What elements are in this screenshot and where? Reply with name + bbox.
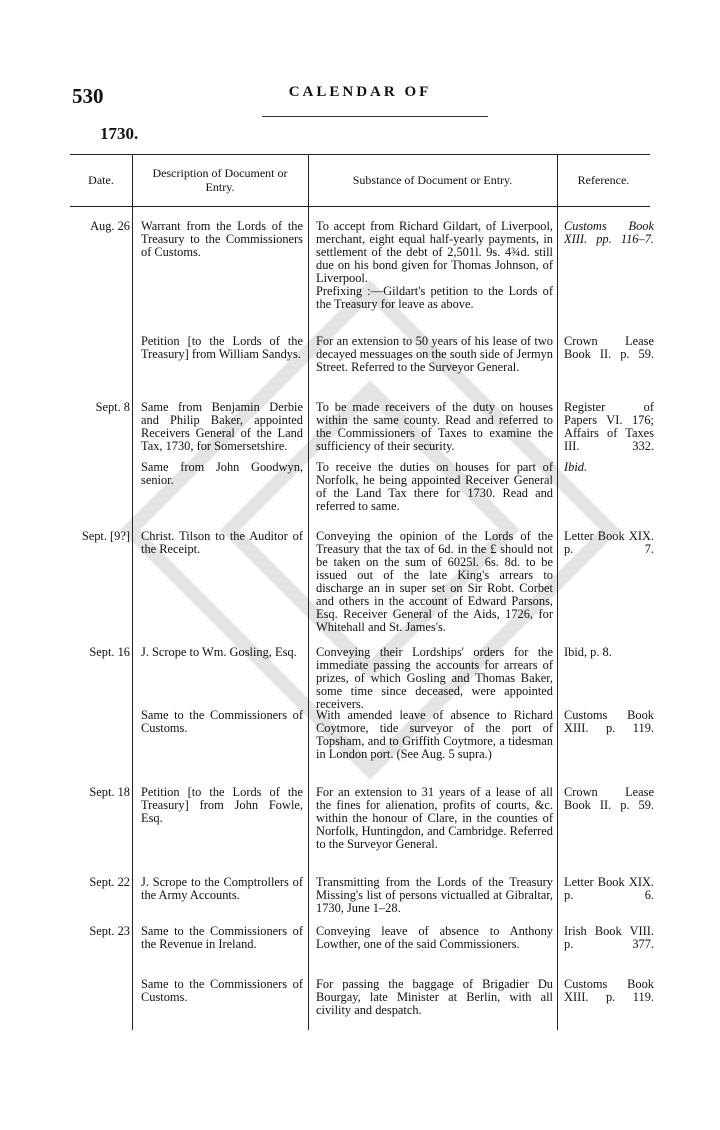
entry-substance (316, 220, 553, 311)
column-rule-3 (557, 154, 558, 1030)
header-substance: Substance of Document or Entry. (352, 173, 513, 187)
entry-description: Same to the Commissioners of Customs. (141, 977, 303, 1004)
column-rule-1 (132, 154, 133, 1030)
entry-date: Sept. 23 (89, 924, 130, 938)
entry-reference: Register of Papers VI. 176; Affairs of Taxes III. 332. (564, 400, 654, 453)
entry-reference: Irish Book VIII. p. 377. (564, 924, 654, 951)
entry-substance: Conveying the opinion of the Lords of the Treasury that the tax of 6d. in the £ should not be taken on the sum of 6025l. 6s. 8d. to be issued out of the late King's arrears to discharge an in super set on Sir Robt. Corbet and others in the account of Edward Parsons, Esq. Receiver General of the Aids, 1726, for Whitehall and St. James's. (316, 529, 553, 634)
page-number: 530 (72, 84, 104, 108)
entry-description: Christ. Tilson to the Auditor of the Receipt. (141, 529, 303, 556)
entry-description: Warrant from the Lords of the Treasury to the Commissioners of Customs. (141, 219, 303, 259)
entry-substance: Conveying their Lordships' orders for the immediate passing the accounts for arrears of prizes, of which Gosling and Thomas Baker, some time since deceased, were appointed receivers. (316, 645, 553, 711)
entry-reference: Customs Book XIII. pp. 116–7. (564, 219, 654, 246)
header-reference: Reference. (577, 173, 630, 187)
running-head: CALENDAR OF (288, 84, 432, 100)
entry-date: Sept. 22 (89, 875, 130, 889)
entry-substance-prefix: Prefixing :—Gildart's petition to the Lords of the Treasury for leave as above. (316, 284, 553, 311)
entry-substance: To be made receivers of the duty on houses within the same county. Read and referred to the Commissioners of Taxes to examine the sufficiency of their security. (316, 400, 553, 453)
entry-date: Sept. 18 (89, 785, 130, 799)
entry-reference: Customs Book XIII. p. 119. (564, 708, 654, 735)
entry-reference: Crown Lease Book II. p. 59. (564, 785, 654, 812)
entry-reference: Crown Lease Book II. p. 59. (564, 334, 654, 361)
entry-reference: Letter Book XIX. p. 6. (564, 875, 654, 902)
entry-description: Same from Benjamin Derbie and Philip Baker, appointed Receivers General of the Land Tax, 1730, for Somersetshire. (141, 400, 303, 453)
table-header-rule (70, 206, 650, 207)
entry-substance: With amended leave of absence to Richard Coytmore, tide surveyor of the port of Topsham, and to Griffith Coytmore, a tidesman in London port. (See Aug. 5 supra.) (316, 708, 553, 761)
entry-reference: Ibid. (564, 460, 588, 474)
entry-reference: Customs Book XIII. p. 119. (564, 977, 654, 1004)
entry-reference: Letter Book XIX. p. 7. (564, 529, 654, 556)
entry-date: Sept. [9?] (81, 529, 130, 543)
head-rule (262, 116, 488, 117)
table-top-rule (70, 154, 650, 155)
entry-reference: Ibid, p. 8. (564, 645, 612, 659)
entry-date: Sept. 16 (89, 645, 130, 659)
entry-substance: Conveying leave of absence to Anthony Lowther, one of the said Commissioners. (316, 924, 553, 951)
entry-date: Sept. 8 (95, 400, 130, 414)
entry-substance: To receive the duties on houses for part of Norfolk, he being appointed Receiver General of the Land Tax there for 1730. Read and referred to same. (316, 460, 553, 513)
entry-description: J. Scrope to Wm. Gosling, Esq. (141, 645, 297, 659)
entry-description: Petition [to the Lords of the Treasury] from William Sandys. (141, 334, 303, 361)
header-date: Date. (88, 173, 114, 187)
entry-substance-text: To accept from Richard Gildart, of Liverpool, merchant, eight equal half-yearly payments, in settlement of the debt of 2,501l. 9s. 4¾d. still due on his bond given for Thomas Johnson, of Liverpool. (316, 219, 553, 285)
year-heading: 1730. (100, 124, 139, 143)
entry-date: Aug. 26 (90, 219, 130, 233)
header-description: Description of Document or Entry. (152, 166, 288, 194)
entry-description: Same to the Commissioners of Customs. (141, 708, 303, 735)
entry-substance: Transmitting from the Lords of the Treasury Missing's list of persons victualled at Gibraltar, 1730, June 1–28. (316, 875, 553, 915)
entry-description: Same to the Commissioners of the Revenue in Ireland. (141, 924, 303, 951)
entry-description: Petition [to the Lords of the Treasury] from John Fowle, Esq. (141, 785, 303, 825)
entry-substance: For passing the baggage of Brigadier Du Bourgay, late Minister at Berlin, with all civility and despatch. (316, 977, 553, 1017)
entry-description: J. Scrope to the Comptrollers of the Army Accounts. (141, 875, 303, 902)
entry-substance: For an extension to 50 years of his lease of two decayed messuages on the south side of Jermyn Street. Referred to the Surveyor General. (316, 334, 553, 374)
entry-substance: For an extension to 31 years of a lease of all the fines for alienation, profits of courts, &c. within the honour of Clare, in the counties of Norfolk, Huntingdon, and Cambridge. Referred to the Surveyor General. (316, 785, 553, 851)
column-rule-2 (308, 154, 309, 1030)
entry-description: Same from John Goodwyn, senior. (141, 460, 303, 487)
